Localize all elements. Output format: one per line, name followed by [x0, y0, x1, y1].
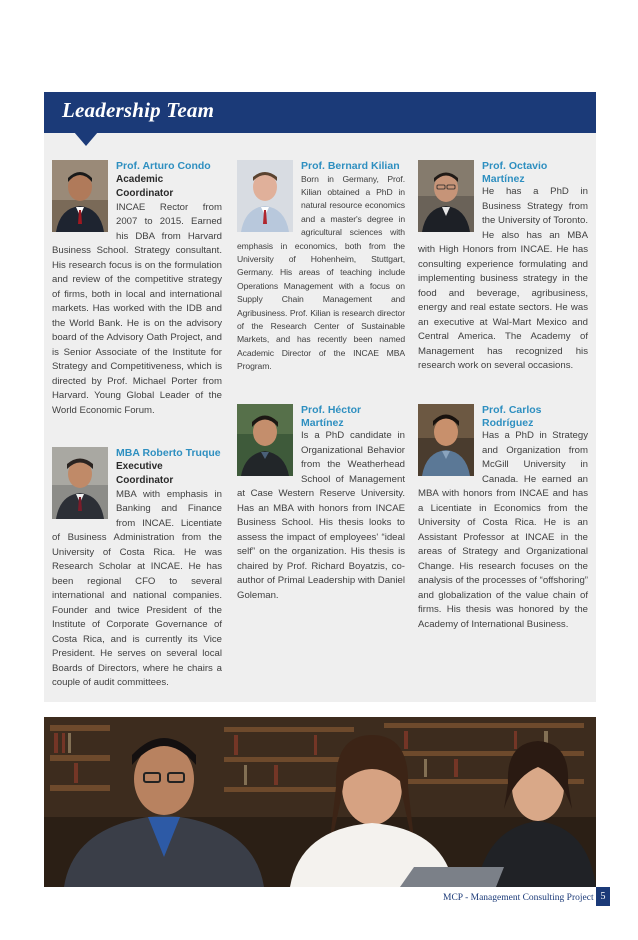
portrait-bernard-kilian: [237, 160, 293, 232]
bio-name: Prof. Arturo Condo: [116, 160, 211, 172]
bio-name: MBA Roberto Truque: [116, 447, 221, 459]
page-number: 5: [596, 887, 610, 906]
portrait-roberto-truque: [52, 447, 108, 519]
portrait-hector-martinez: [237, 404, 293, 476]
bio-role: Academic Coordinator: [116, 173, 174, 199]
bio-text: Is a PhD candidate in Organizational Behavior from the Weatherhead School of Management at Case Western Reserve University. Has an MBA with honors from INCAE Business School. His thesis looks to assess the impact of employees' “ideal self” on the organization. His thesis is chaired by Prof. Richard Boyatzis, co-author of Primal Leadership with Daniel Goleman.: [237, 430, 405, 601]
bio-text: INCAE Rector from 2007 to 2015. Earned his DBA from Harvard Business School. Strategy consultant. His research focus is on the formulation and review of the competitive strategy of firms, both in local and international markets. Has worked with the IDB and the World Bank. He is on the advisory board of the Advisory Oath Project, and is Senior Associate of the Institute for Strategy and Competitiveness, which is directed by Prof. Michael Porter from Harvard. Young Global Leader of the World Economic Forum.: [52, 201, 222, 416]
bio-bernard-kilian: [237, 160, 405, 374]
bio-name: Prof. Carlos Rodríguez: [482, 404, 542, 429]
bio-text: MBA with emphasis in Banking and Finance from INCAE. Licentiate of Business Administration from the University of Costa Rica. He was Research Scholar at INCAE. He has been regional CFO to several international and national companies. Founder and twice President of the Institute of Corporate Governance of Costa Rica, and is currently its Vice President. He serves on several local Boards of Directors, where he chairs a couple of audit committees.: [52, 488, 222, 688]
footer-label: MCP - Management Consulting Project: [443, 893, 594, 903]
bio-roberto-truque: [52, 447, 222, 691]
bio-text: Born in Germany, Prof. Kilian obtained a PhD in natural resource economics and a master's degree in agricultural sciences with emphasis in economics, both from the University of Hohenheim, Stuttgart, Germany. His areas of teaching include Operations Management with a focus on Supply Chain Management and Agribusiness. Prof. Kilian is research director of the Research Center of Sustainable Markets, and has recently been named Academic Director of the INCAE MBA Program.: [237, 173, 405, 372]
bio-text: Has a PhD in Strategy and Organization from McGill University in Canada. He earned an MBA with honors from INCAE and has a Licentiate in Economics from the University of Costa Rica. He is an Assistant Professor at INCAE in the areas of Strategy and Organizational Change. His research focuses on the analysis of the processes of “offshoring” and globalization of the value chain of firms. His thesis was honored by the Academy of International Business.: [418, 430, 588, 630]
portrait-octavio-martinez: [418, 160, 474, 232]
bio-octavio-martinez: [418, 160, 588, 374]
bio-arturo-condo: [52, 160, 222, 418]
bio-carlos-rodriguez: [418, 404, 588, 632]
bio-name: Prof. Octavio Martínez: [482, 160, 548, 185]
bio-name: Prof. Bernard Kilian: [301, 160, 400, 172]
bio-hector-martinez: [237, 404, 405, 603]
bio-role: Executive Coordinator: [116, 460, 174, 486]
library-students-photo: [44, 717, 596, 887]
banner-notch: [74, 132, 98, 146]
bio-text: He has a PhD in Business Strategy from the University of Toronto. He also has an MBA with High Honors from INCAE. He has consulting experience formulating and implementing business strategy in the food and beverage, agribusiness, energy and real estate sectors. He was an executive at Wal-Mart Mexico and Central America. The Academy of Management has recognized his research work on several occasions.: [418, 186, 588, 371]
portrait-carlos-rodriguez: [418, 404, 474, 476]
portrait-arturo-condo: [52, 160, 108, 232]
section-title: Leadership Team: [62, 98, 215, 122]
bio-name: Prof. Héctor Martínez: [301, 404, 362, 429]
